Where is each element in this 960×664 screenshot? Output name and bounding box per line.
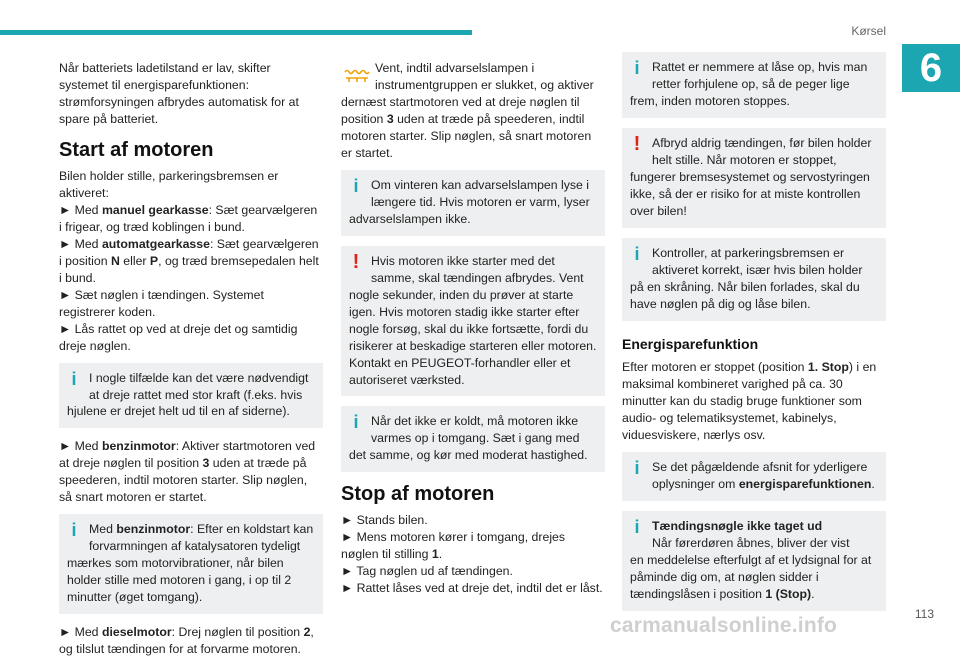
warning-exclamation-icon: ! — [633, 132, 641, 155]
heading-energy-saving: Energisparefunktion — [622, 335, 759, 352]
start-conditions: Bilen holder stille, parkeringsbremsen er aktiveret: ► Med manuel gearkasse: Sæt gearvælgeren i frigear, og træd koblingen i bund. ► Med automatgearkasse: Sæt gearvælgeren i position N eller P, og træd bremsepedalen helt i bund. ► Sæt nøglen i tændingen. Systemet registrerer koden. ► Lås rattet op ved at dreje det og samtidig dreje nøglen. — [59, 168, 319, 353]
column-1 — [59, 60, 323, 664]
info-icon: i — [634, 58, 640, 78]
info-icon: i — [634, 516, 640, 537]
heading-stop-engine: Stop af motoren — [341, 483, 495, 506]
watermark: carmanualsonline.info — [610, 614, 838, 637]
stop-steps: ► Stands bilen. ► Mens motoren kører i tomgang, drejes nøglen til stilling 1. ► Tag nøglen ud af tændingen. ► Rattet låses ved at dreje det, indtil det er låst. — [341, 513, 603, 596]
column-3 — [622, 60, 886, 621]
intro-paragraph: Når batteriets ladetilstand er lav, skifter systemet til energisparefunktionen: strømforsyningen afbrydes automatisk for at spare på batteriet. — [59, 61, 299, 126]
section-title: Kørsel — [851, 24, 886, 38]
column-2 — [341, 60, 605, 603]
info-note-warmup: i Når det ikke er koldt, må motoren ikke varmes op i tomgang. Sæt i gang med det samme, og kør med moderat hastighed. — [341, 406, 605, 472]
info-note-winter: i Om vinteren kan advarselslampen lyse i længere tid. Hvis motoren er varm, lyser advarselslampen ikke. — [341, 170, 605, 236]
info-icon: i — [353, 412, 359, 433]
info-icon: i — [634, 457, 640, 478]
warning-note-ignition: ! Afbryd aldrig tændingen, før bilen holder helt stille. Når motoren er stoppet, fungerer bremsesystemet og servostyringen ikke, så der er risiko for at miste kontrollen over bilen! — [622, 128, 886, 228]
info-note-steering: i I nogle tilfælde kan det være nødvendigt at dreje rattet med stor kraft (f.eks. hvis hjulene er drejet helt ud til en af siderne). — [59, 363, 323, 429]
info-note-parking-brake: i Kontroller, at parkeringsbremsen er aktiveret korrekt, især hvis bilen holder på en skråning. Når bilen forlades, skal du have nøglen på dig og låse bilen. — [622, 238, 886, 321]
info-note-key-left: i Tændingsnøgle ikke taget ud Når førerdøren åbnes, bliver der vist en meddelelse efterfulgt af et lydsignal for at påminde dig om, at nøglen sidder i tændingslåsen i position 1 (Stop). — [622, 511, 886, 611]
warning-exclamation-icon: ! — [352, 250, 360, 273]
header-accent-bar — [0, 30, 472, 35]
preheat-lamp-paragraph: Vent, indtil advarselslampen i instrumentgruppen er slukket, og aktiver dernæst startmotoren ved at dreje nøglen til position 3 uden at træde på speederen, indtil motoren starter. Slip nøglen, så snart motoren er startet. — [341, 61, 594, 160]
page-number: 113 — [914, 607, 934, 621]
info-icon: i — [634, 243, 640, 264]
info-note-see-section: i Se det pågældende afsnit for yderligere oplysninger om energisparefunktionen. — [622, 452, 886, 501]
petrol-start-step: ► Med benzinmotor: Aktiver startmotoren ved at dreje nøglen til position 3 uden at træde på speederen, indtil motoren starter. Slip nøglen, så snart motoren er startet. — [59, 439, 316, 505]
info-icon: i — [71, 520, 77, 541]
chapter-number: 6 — [902, 44, 960, 92]
glow-plug-lamp-icon — [341, 62, 373, 86]
info-icon: i — [353, 175, 359, 196]
warning-note-no-start: ! Hvis motoren ikke starter med det samme, skal tændingen afbrydes. Vent nogle sekunder, inden du prøver at starte igen. Hvis motoren stadig ikke starter efter nogle forsøg, skal du ikke fortsætte, fordi du risikerer at beskadige starteren eller motoren. Kontakt en PEUGEOT-forhandler eller et autoriseret værksted. — [341, 246, 605, 397]
diesel-start-step: ► Med dieselmotor: Drej nøglen til position 2, og tilslut tændingen for at forvarme motoren. — [59, 625, 314, 657]
info-note-steering-lock: i Rattet er nemmere at låse op, hvis man retter forhjulene op, så de peger lige frem, inden motoren stoppes. — [622, 52, 886, 118]
info-note-petrol: i Med benzinmotor: Efter en koldstart kan forvarmningen af katalysatoren tydeligt mærkes som motorvibrationer, når bilen holder stille med motoren i gang, i op til 2 minutter (øget tomgang). — [59, 514, 323, 614]
heading-start-engine: Start af motoren — [59, 138, 214, 161]
energy-saving-paragraph: Efter motoren er stoppet (position 1. Stop) i en maksimal kombineret varighed på ca. 30 minutter kan du stadig bruge funktioner som audio- og telematiksystemet, kabinelys, viduesviskere, nærlys osv. — [622, 359, 877, 442]
info-icon: i — [71, 368, 77, 389]
